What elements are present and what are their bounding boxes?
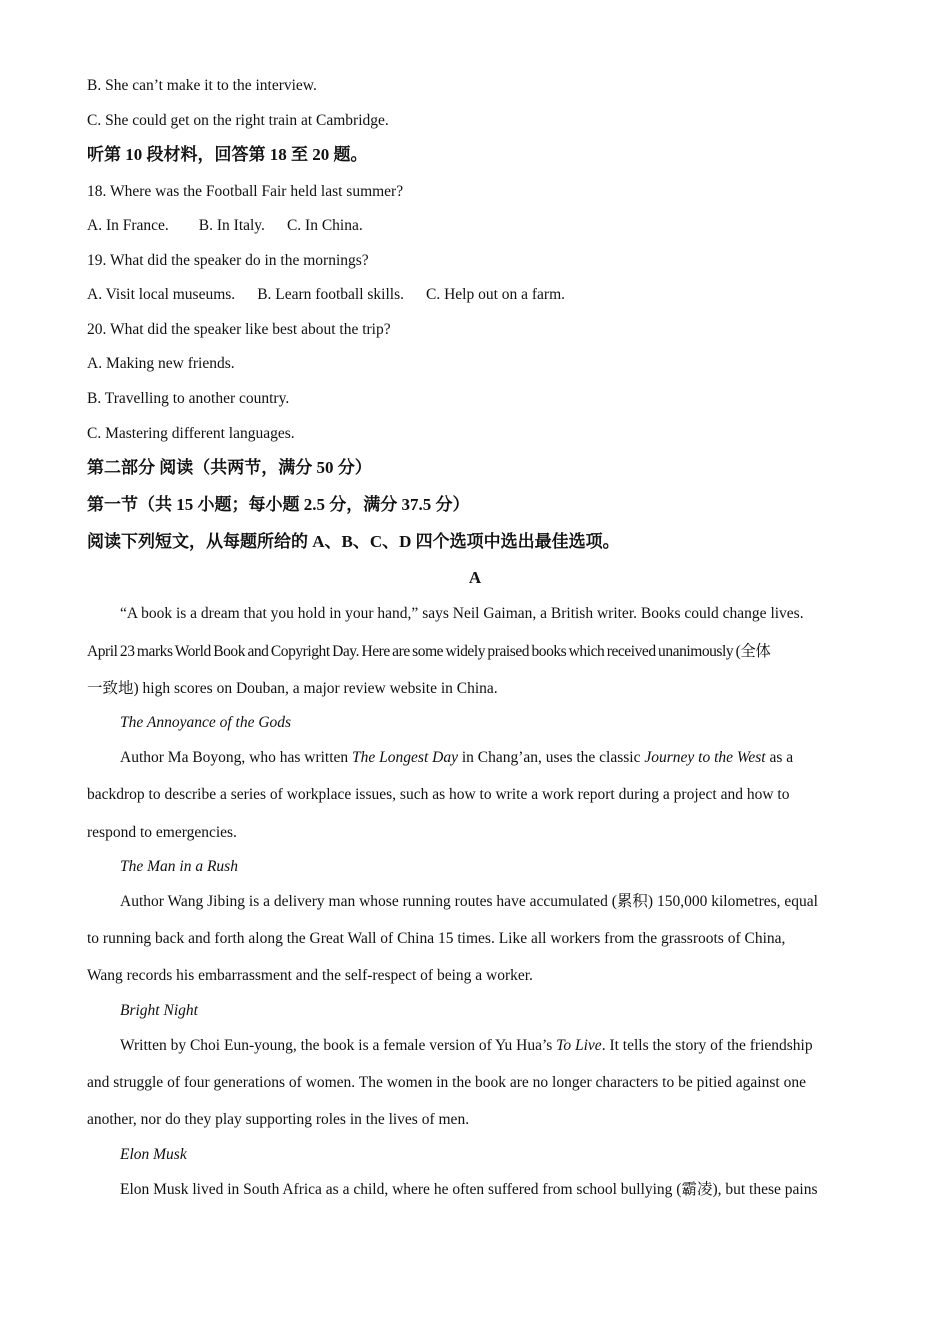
intro-line-3: 一致地) high scores on Douban, a major review website in China. <box>87 680 498 697</box>
question-20-option-a: A. Making new friends. <box>87 355 235 372</box>
book-1-line-3: respond to emergencies. <box>87 824 237 841</box>
question-20-option-c: C. Mastering different languages. <box>87 425 295 442</box>
question-19-options <box>87 285 565 305</box>
section10-instruction: 听第 10 段材料，回答第 18 至 20 题。 <box>87 145 368 164</box>
option-a: A. Visit local museums. <box>87 286 236 303</box>
book-title: The Annoyance of the Gods <box>120 714 292 731</box>
question-19: 19. What did the speaker do in the mornings? <box>87 252 369 269</box>
question-18: 18. Where was the Football Fair held last summer? <box>87 183 404 200</box>
book-title: The Man in a Rush <box>120 858 238 875</box>
passage-label: A <box>468 568 482 587</box>
part-two-title: 第二部分 阅读（共两节，满分 50 分） <box>87 458 372 477</box>
book-3-line-1: Written by Choi Eun-young, the book is a female version of Yu Hua’s To Live. It tells the story of the friendship <box>120 1037 813 1054</box>
option-b: B. In Italy. <box>198 217 265 234</box>
book-3-line-2: and struggle of four generations of women. The women in the book are no longer characters to be pitied against one <box>87 1074 806 1091</box>
book-3-line-3: another, nor do they play supporting roles in the lives of men. <box>87 1111 470 1128</box>
book-2-line-2: to running back and forth along the Great Wall of China 15 times. Like all workers from the grassroots of China, <box>87 930 786 947</box>
book-2-line-1: Author Wang Jibing is a delivery man whose running routes have accumulated (累积) 150,000 kilometres, equal <box>120 893 818 910</box>
reading-instruction: 阅读下列短文，从每题所给的 A、B、C、D 四个选项中选出最佳选项。 <box>87 532 620 551</box>
question-20-option-b: B. Travelling to another country. <box>87 390 290 407</box>
book-1-line-1: Author Ma Boyong, who has written The Longest Day in Chang’an, uses the classic Journey to the West as a <box>120 749 794 766</box>
book-title: Elon Musk <box>120 1146 187 1163</box>
question-20: 20. What did the speaker like best about the trip? <box>87 321 391 338</box>
book-title: Bright Night <box>120 1002 198 1019</box>
book-reference: To Live <box>556 1037 602 1054</box>
q17-option-b: B. She can’t make it to the interview. <box>87 77 317 94</box>
option-c: C. Help out on a farm. <box>425 286 566 303</box>
q17-option-c: C. She could get on the right train at Cambridge. <box>87 112 389 129</box>
book-reference: Journey to the West <box>644 749 766 766</box>
intro-line-1: “A book is a dream that you hold in your hand,” says Neil Gaiman, a British writer. Books could change lives. <box>120 605 804 622</box>
option-b: B. Learn football skills. <box>257 286 404 303</box>
question-18-options <box>87 216 363 236</box>
intro-line-2: April 23 marks World Book and Copyright Day. Here are some widely praised books which received unanimously (全体 <box>87 643 771 660</box>
option-a: A. In France. <box>87 217 169 234</box>
option-c: C. In China. <box>286 217 363 234</box>
section-one-title: 第一节（共 15 小题；每小题 2.5 分，满分 37.5 分） <box>87 495 470 514</box>
book-reference: The Longest Day <box>352 749 458 766</box>
book-4-line-1: Elon Musk lived in South Africa as a child, where he often suffered from school bullying (霸凌), but these pains <box>120 1181 818 1198</box>
book-2-line-3: Wang records his embarrassment and the self-respect of being a worker. <box>87 967 533 984</box>
book-1-line-2: backdrop to describe a series of workplace issues, such as how to write a work report during a project and how to <box>87 786 790 803</box>
